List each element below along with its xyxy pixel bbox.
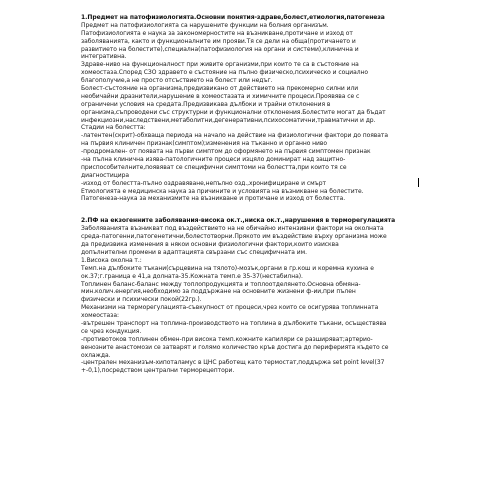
paragraph-line: Етиологията е медицинска наука за причините и условията на възникване на болестите. — [81, 187, 364, 195]
paragraph-line: -централен механизъм-хипоталамус в ЦНС работещ като термостат,поддържа set point level(37 — [81, 359, 385, 367]
paragraph-line: -латентен(скрит)-обхваща периода на начало на действие на физиологични фактори до появата — [81, 132, 388, 140]
paragraph-line: допълнителни промени в адаптацията свързани със специфичната им. — [81, 248, 307, 256]
paragraph-line: +-0,1),посредством централни терморецептори. — [81, 367, 235, 375]
paragraph-line: среда-патогенни,патогенетични,болестотворни.Прякото им въздействие върху организма може — [81, 233, 387, 241]
paragraph-line: -изход от болестта-пълно оздравяване,непълно озд.,хронифициране и смърт — [81, 179, 326, 187]
paragraph-line: -на пълна клинична изява-патологичните процеси изцяло доминират над защитно- — [81, 156, 346, 164]
paragraph-line: Заболяванията възникват под въздействието на не обичайно интензивни фактори на околната — [81, 225, 384, 233]
section-1-body — [81, 22, 433, 203]
paragraph-line: мин.колич.енергия,необходимо за поддържане на основните жизнени ф-ии,при пълен — [81, 288, 356, 296]
paragraph-line: венозните анастомози се затварят и голямо количество кръв достига до периферията където се — [81, 343, 389, 351]
paragraph-line: Патогенеза-наука за механизмите на възникване и протичане и изход от болестта. — [81, 195, 346, 203]
paragraph-line: Здраве-ниво на функционалност при живите организми,при които те са в състояние на — [81, 61, 359, 69]
paragraph-line: инфекциозни,наследствени,метаболитни,дегенеративни,психосоматични,травматични и др. — [81, 116, 376, 124]
paragraph-line: охлажда. — [81, 351, 111, 359]
paragraph-line: необичайни дразнители,нарушение в хомеостазата и химичните процеси.Проявява се с — [81, 92, 360, 100]
document-body — [81, 14, 433, 375]
paragraph-line: хомеостаза: — [81, 312, 119, 320]
paragraph-line: хомеостаза.Според СЗО здравето е състояние на пълно физическо,психическо и социално — [81, 69, 369, 77]
paragraph-line: организма,съпроводени със структурни и функционални отклонения.Болестите могат да бъдат — [81, 108, 386, 116]
paragraph-line: Стадии на болестта: — [81, 124, 146, 132]
paragraph-line: на първия клиничен признак(симптом);изменения на тъканно и органно ниво — [81, 140, 328, 148]
text-cursor — [418, 178, 419, 187]
paragraph-line: диагностицира — [81, 171, 129, 179]
paragraph-line: Топлинен баланс-баланс между топлопродукцията и топлоотделянето.Основна обмяна- — [81, 280, 361, 288]
paragraph-line: физически и психически покой(22гр.). — [81, 296, 202, 304]
paragraph-line: -продромален- от появата на първи симптом до оформянето на първия симптомен признак — [81, 148, 371, 156]
paragraph-line: да предизвика изменения в някои основни физиологични фактори,които изисква — [81, 241, 339, 249]
paragraph-line: приспособителните,появяват се специфични симптоми на болестта,при които тя се — [81, 163, 347, 171]
paragraph-line: 1.Висока околна т.: — [81, 256, 142, 264]
paragraph-line: ограничени условия на средата.Предизвикава дълбоки и трайни отклонения в — [81, 100, 331, 108]
section-gap — [81, 203, 433, 217]
paragraph-line: благополучие,а не просто отсъствието на болест или недъг. — [81, 77, 273, 85]
paragraph-line: се чрез кондукция. — [81, 327, 142, 335]
paragraph-line: Темп.на дълбоките тъкани(сърцевина на тялото)-мозък,органи в гр.кош и коремна кухина е — [81, 264, 374, 272]
paragraph-line: интегративна. — [81, 53, 127, 61]
paragraph-line: Предмет на патофизиологията са нарушените функции на болния организъм. — [81, 21, 329, 29]
paragraph-line: Механизми на терморегулацията-съвкупност от процеси,чрез които се осигурява топлинната — [81, 304, 379, 312]
section-2-body — [81, 225, 433, 375]
paragraph-line: ок.37;г.граница е 41,а долната-35.Кожната темп.е 35-37(нестабилна). — [81, 272, 303, 280]
section-2-heading: 2.ПФ на екзогенните заболявания-висока ок.т.,ниска ок.т.,нарушения в терморегулацията — [81, 217, 396, 225]
paragraph-line: Патофизиологията е наука за закономерностите на възникване,протичане и изход от — [81, 29, 353, 37]
paragraph-line: Болест-състояние на организма,предизвикано от действието на прекомерно силни или — [81, 85, 359, 93]
paragraph-line: заболяванията, както и функционалните им прояви.Тя се дели на обща(протичането и — [81, 37, 356, 45]
section-1-heading: 1.Предмет на патофизиологията.Основни понятия-здраве,болест,етиология,патогенеза — [81, 14, 385, 21]
paragraph-line: развитието на болестите),специална(патофизиология на органи и системи),клинична и — [81, 45, 359, 53]
paragraph-line: -противотоков топлинен обмен-при висока темп.кожните капиляри се разширяват;артерио- — [81, 335, 373, 343]
paragraph-line: -вътрешен транспорт на топлина-производството на топлина в дълбоките тъкани, осъществява — [81, 319, 387, 327]
